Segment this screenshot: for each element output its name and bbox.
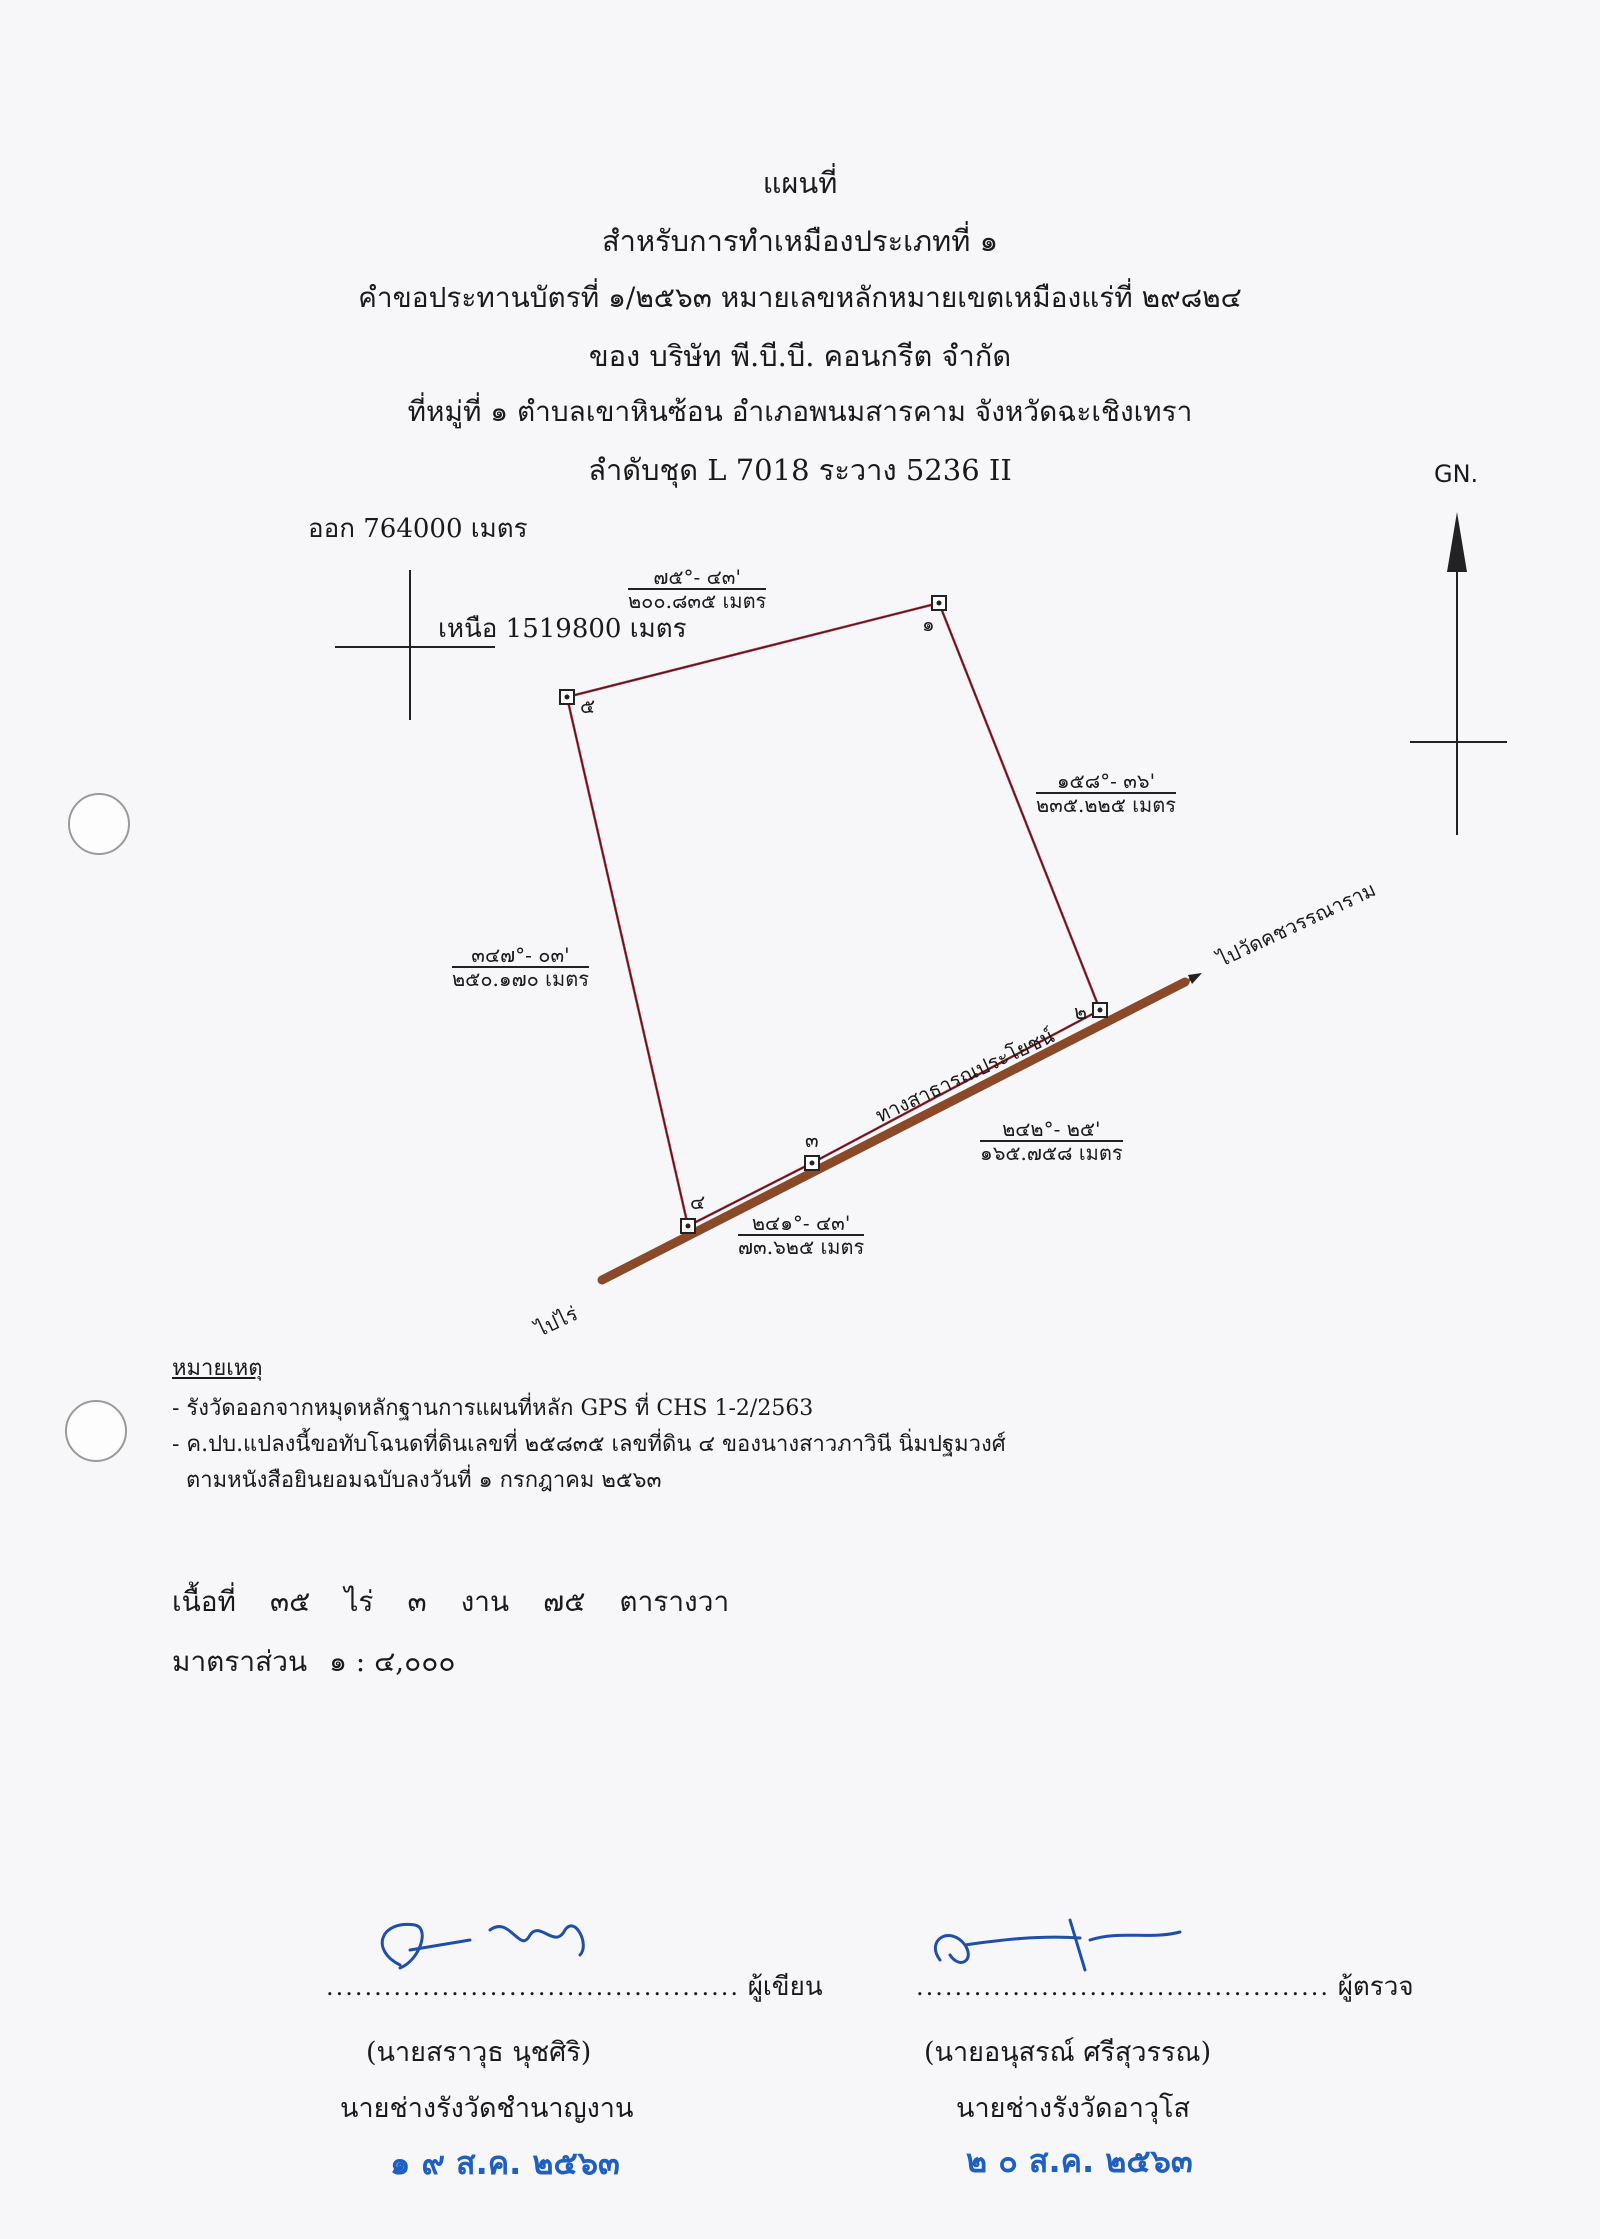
scale-value: ๑ : ๔,๐๐๐ xyxy=(329,1645,456,1678)
area-row xyxy=(172,1580,729,1624)
area-ngan-unit: งาน xyxy=(460,1585,510,1618)
location-line: ที่หมู่ที่ ๑ ตำบลเขาหินซ้อน อำเภอพนมสารคาม จังหวัดฉะเชิงเทรา xyxy=(407,395,1193,428)
notes-heading: หมายเหตุ xyxy=(172,1356,263,1381)
bearing-distance: ๒๕๐.๑๗๐ เมตร xyxy=(452,967,589,991)
checker-role: ผู้ตรวจ xyxy=(1337,1972,1414,2002)
road-to-temple: ไปวัดคชวรรณาราม xyxy=(1213,877,1380,972)
bearing-angle: ๒๔๑°- ๔๓' xyxy=(738,1212,864,1236)
easting-coordinate: ออก 764000 เมตร xyxy=(308,514,528,544)
bearing-angle: ๗๕°- ๔๓' xyxy=(628,566,766,590)
punch-hole-bottom xyxy=(65,1400,127,1462)
writer-dots: ........................................... xyxy=(326,1973,741,2001)
road-name: ทางสาธารณประโยชน์ xyxy=(871,1023,1058,1128)
area-rai-value: ๓๕ xyxy=(269,1585,311,1618)
bearing-angle: ๒๔๒°- ๒๕' xyxy=(980,1118,1123,1142)
point-label-2: ๒ xyxy=(1074,1000,1088,1024)
sheet-reference: ลำดับชุด L 7018 ระวาง 5236 II xyxy=(588,453,1012,487)
area-label: เนื้อที่ xyxy=(172,1585,236,1618)
mine-type: สำหรับการทำเหมืองประเภทที่ ๑ xyxy=(601,224,999,258)
bearing-4-5 xyxy=(452,944,589,990)
point-label-5: ๕ xyxy=(580,694,596,718)
point-label-1: ๑ xyxy=(922,612,935,636)
bearing-1-5 xyxy=(628,566,766,612)
northing-coordinate: เหนือ 1519800 เมตร xyxy=(438,614,687,644)
note-line-3: ตามหนังสือยินยอมฉบับลงวันที่ ๑ กรกฎาคม ๒๕๖๓ xyxy=(186,1468,662,1493)
scale-label: มาตราส่วน xyxy=(172,1645,308,1678)
area-ngan-value: ๓ xyxy=(407,1585,427,1618)
bearing-1-2 xyxy=(1036,770,1176,816)
checker-sign-line xyxy=(916,1966,1414,2007)
area-wa-value: ๗๕ xyxy=(543,1585,586,1618)
writer-date-stamp: ๑ ๙ ส.ค. ๒๕๖๓ xyxy=(390,2144,620,2182)
point-label-3: ๓ xyxy=(805,1128,819,1152)
grid-north-label: GN. xyxy=(1434,460,1479,488)
checker-dots: ........................................... xyxy=(916,1973,1331,2001)
bearing-distance: ๒๐๐.๘๓๕ เมตร xyxy=(628,589,767,613)
scale-row xyxy=(172,1640,455,1684)
road-to-farm: ไปไร่ xyxy=(531,1301,582,1342)
corner-marker-4 xyxy=(681,1219,695,1233)
writer-role: ผู้เขียน xyxy=(747,1972,823,2002)
checker-date-stamp: ๒ ๐ ส.ค. ๒๕๖๓ xyxy=(966,2142,1193,2180)
bearing-3-4 xyxy=(738,1212,864,1258)
bearing-distance: ๒๓๕.๒๒๕ เมตร xyxy=(1036,793,1176,817)
map-title: แผนที่ xyxy=(762,166,838,200)
bearing-2-3 xyxy=(980,1118,1123,1164)
area-rai-unit: ไร่ xyxy=(344,1585,374,1618)
note-line-1: - รังวัดออกจากหมุดหลักฐานการแผนที่หลัก GPS ที่ CHS 1-2/2563 xyxy=(172,1396,814,1421)
corner-marker-2 xyxy=(1093,1003,1107,1017)
area-wa-unit: ตารางวา xyxy=(619,1585,730,1618)
writer-title: นายช่างรังวัดชำนาญงาน xyxy=(340,2093,634,2124)
writer-name: (นายสราวุธ นุชศิริ) xyxy=(366,2037,592,2068)
checker-name: (นายอนุสรณ์ ศรีสุวรรณ) xyxy=(924,2037,1212,2068)
note-line-2: - ค.ปบ.แปลงนี้ขอทับโฉนดที่ดินเลขที่ ๒๕๘๓๕ เลขที่ดิน ๔ ของนางสาวภาวินี นิ่มปฐมวงศ์ xyxy=(172,1432,1006,1457)
writer-sign-line xyxy=(326,1966,823,2007)
corner-marker-5 xyxy=(560,690,574,704)
checker-title: นายช่างรังวัดอาวุโส xyxy=(956,2093,1191,2124)
bearing-distance: ๗๓.๖๒๕ เมตร xyxy=(738,1235,865,1259)
bearing-distance: ๑๖๕.๗๕๘ เมตร xyxy=(980,1141,1123,1165)
bearing-angle: ๑๕๘°- ๓๖' xyxy=(1036,770,1176,794)
company-owner: ของ บริษัท พี.บี.บี. คอนกรีต จำกัด xyxy=(588,339,1012,373)
north-arrow-head xyxy=(1447,512,1467,572)
concession-request: คำขอประทานบัตรที่ ๑/๒๕๖๓ หมายเลขหลักหมายเขตเหมืองแร่ที่ ๒๙๘๒๔ xyxy=(358,281,1242,314)
bearing-angle: ๓๔๗°- ๐๓' xyxy=(452,944,589,968)
corner-marker-3 xyxy=(805,1156,819,1170)
point-label-4: ๔ xyxy=(690,1190,706,1214)
